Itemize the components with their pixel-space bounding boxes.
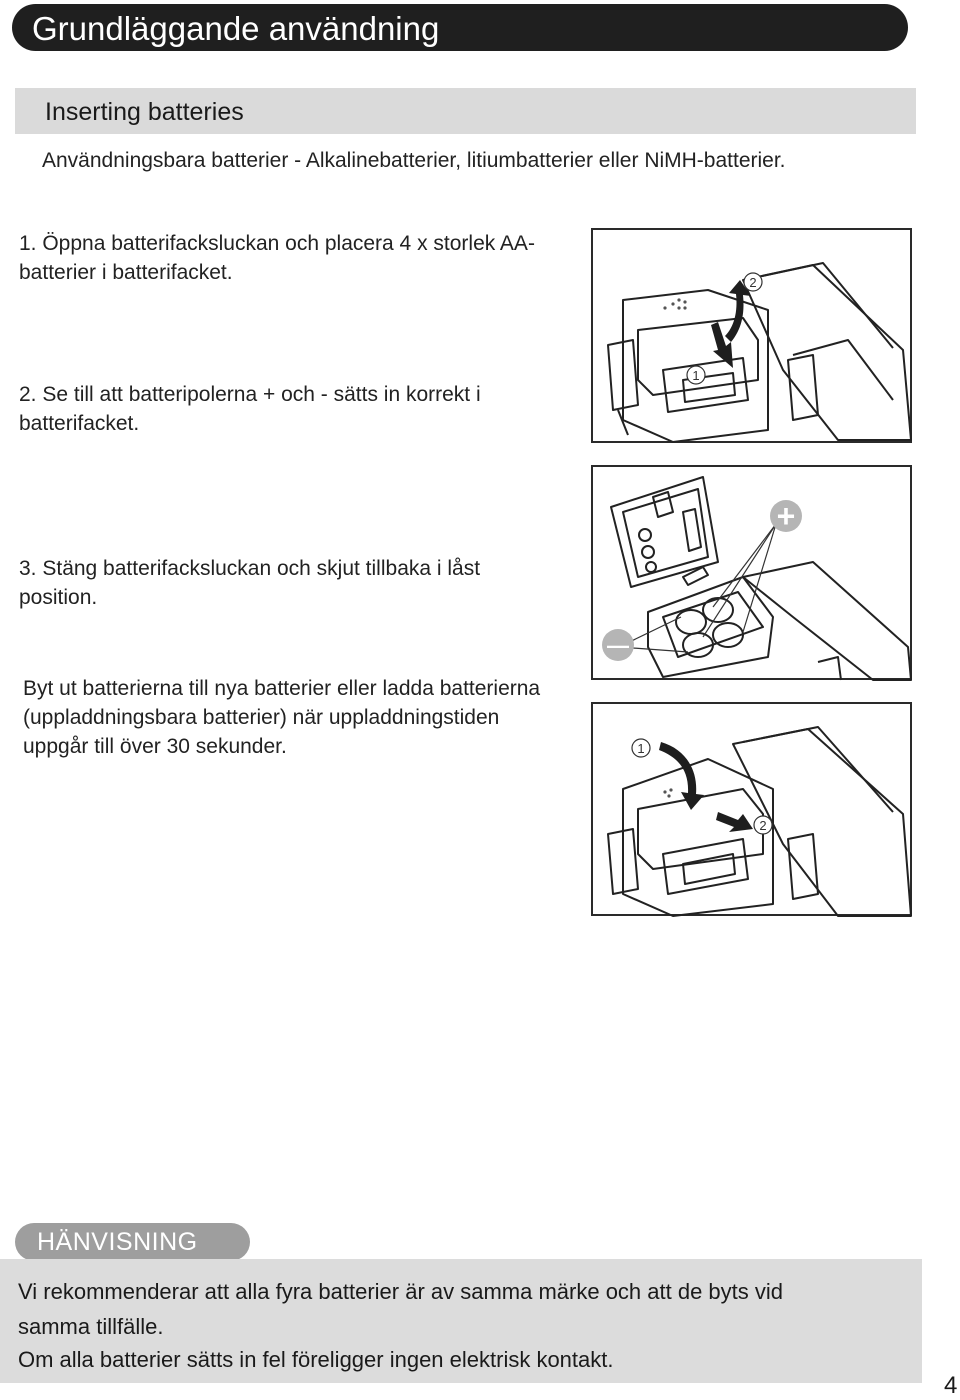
note-label: HÄNVISNING (37, 1228, 198, 1256)
page-number: 4 (944, 1372, 958, 1399)
step-1-text: 1. Öppna batterifacksluckan och placera 4 x storlek AA-batterier i batterifacket. (19, 232, 535, 284)
intro-text: Användningsbara batterier - Alkalinebatterier, litiumbatterier eller NiMH-batterier. (42, 149, 786, 172)
figure-3-label-2: 2 (759, 818, 767, 833)
plus-symbol: + (776, 498, 796, 534)
figure-battery-polarity (591, 465, 912, 680)
section-title: Inserting batteries (45, 98, 244, 126)
step-3-text: 3. Stäng batterifacksluckan och skjut tillbaka i låst position. (19, 557, 481, 609)
flash-open-illustration (593, 230, 914, 445)
flash-close-illustration (593, 704, 914, 918)
note-line-3: Om alla batterier sätts in fel föreligger ingen elektrisk kontakt. (18, 1347, 614, 1372)
note-line-1: Vi rekommenderar att alla fyra batterier är av samma märke och att de byts vid (18, 1279, 784, 1304)
figure-3-label-1: 1 (637, 741, 645, 756)
note-box (0, 1259, 922, 1383)
figure-close-battery-door (591, 702, 912, 916)
figure-1-label-1: 1 (692, 368, 700, 383)
battery-compartment-illustration (593, 467, 914, 682)
note-line-2: samma tillfälle. (18, 1314, 164, 1339)
figure-1-label-2: 2 (749, 275, 757, 290)
section-bar (15, 88, 916, 134)
figure-open-battery-door (591, 228, 912, 443)
step-2-text: 2. Se till att batteripolerna + och - sätts in korrekt i batterifacket. (19, 383, 481, 435)
replace-batteries-text: Byt ut batterierna till nya batterier eller ladda batterierna (uppladdningsbara batterier) när uppladdningstiden uppgår till över 30 sekunder. (23, 677, 541, 758)
header-bar (12, 4, 908, 51)
minus-symbol: — (607, 633, 629, 658)
note-label-pill (15, 1223, 250, 1261)
page-title: Grundläggande användning (32, 10, 440, 47)
